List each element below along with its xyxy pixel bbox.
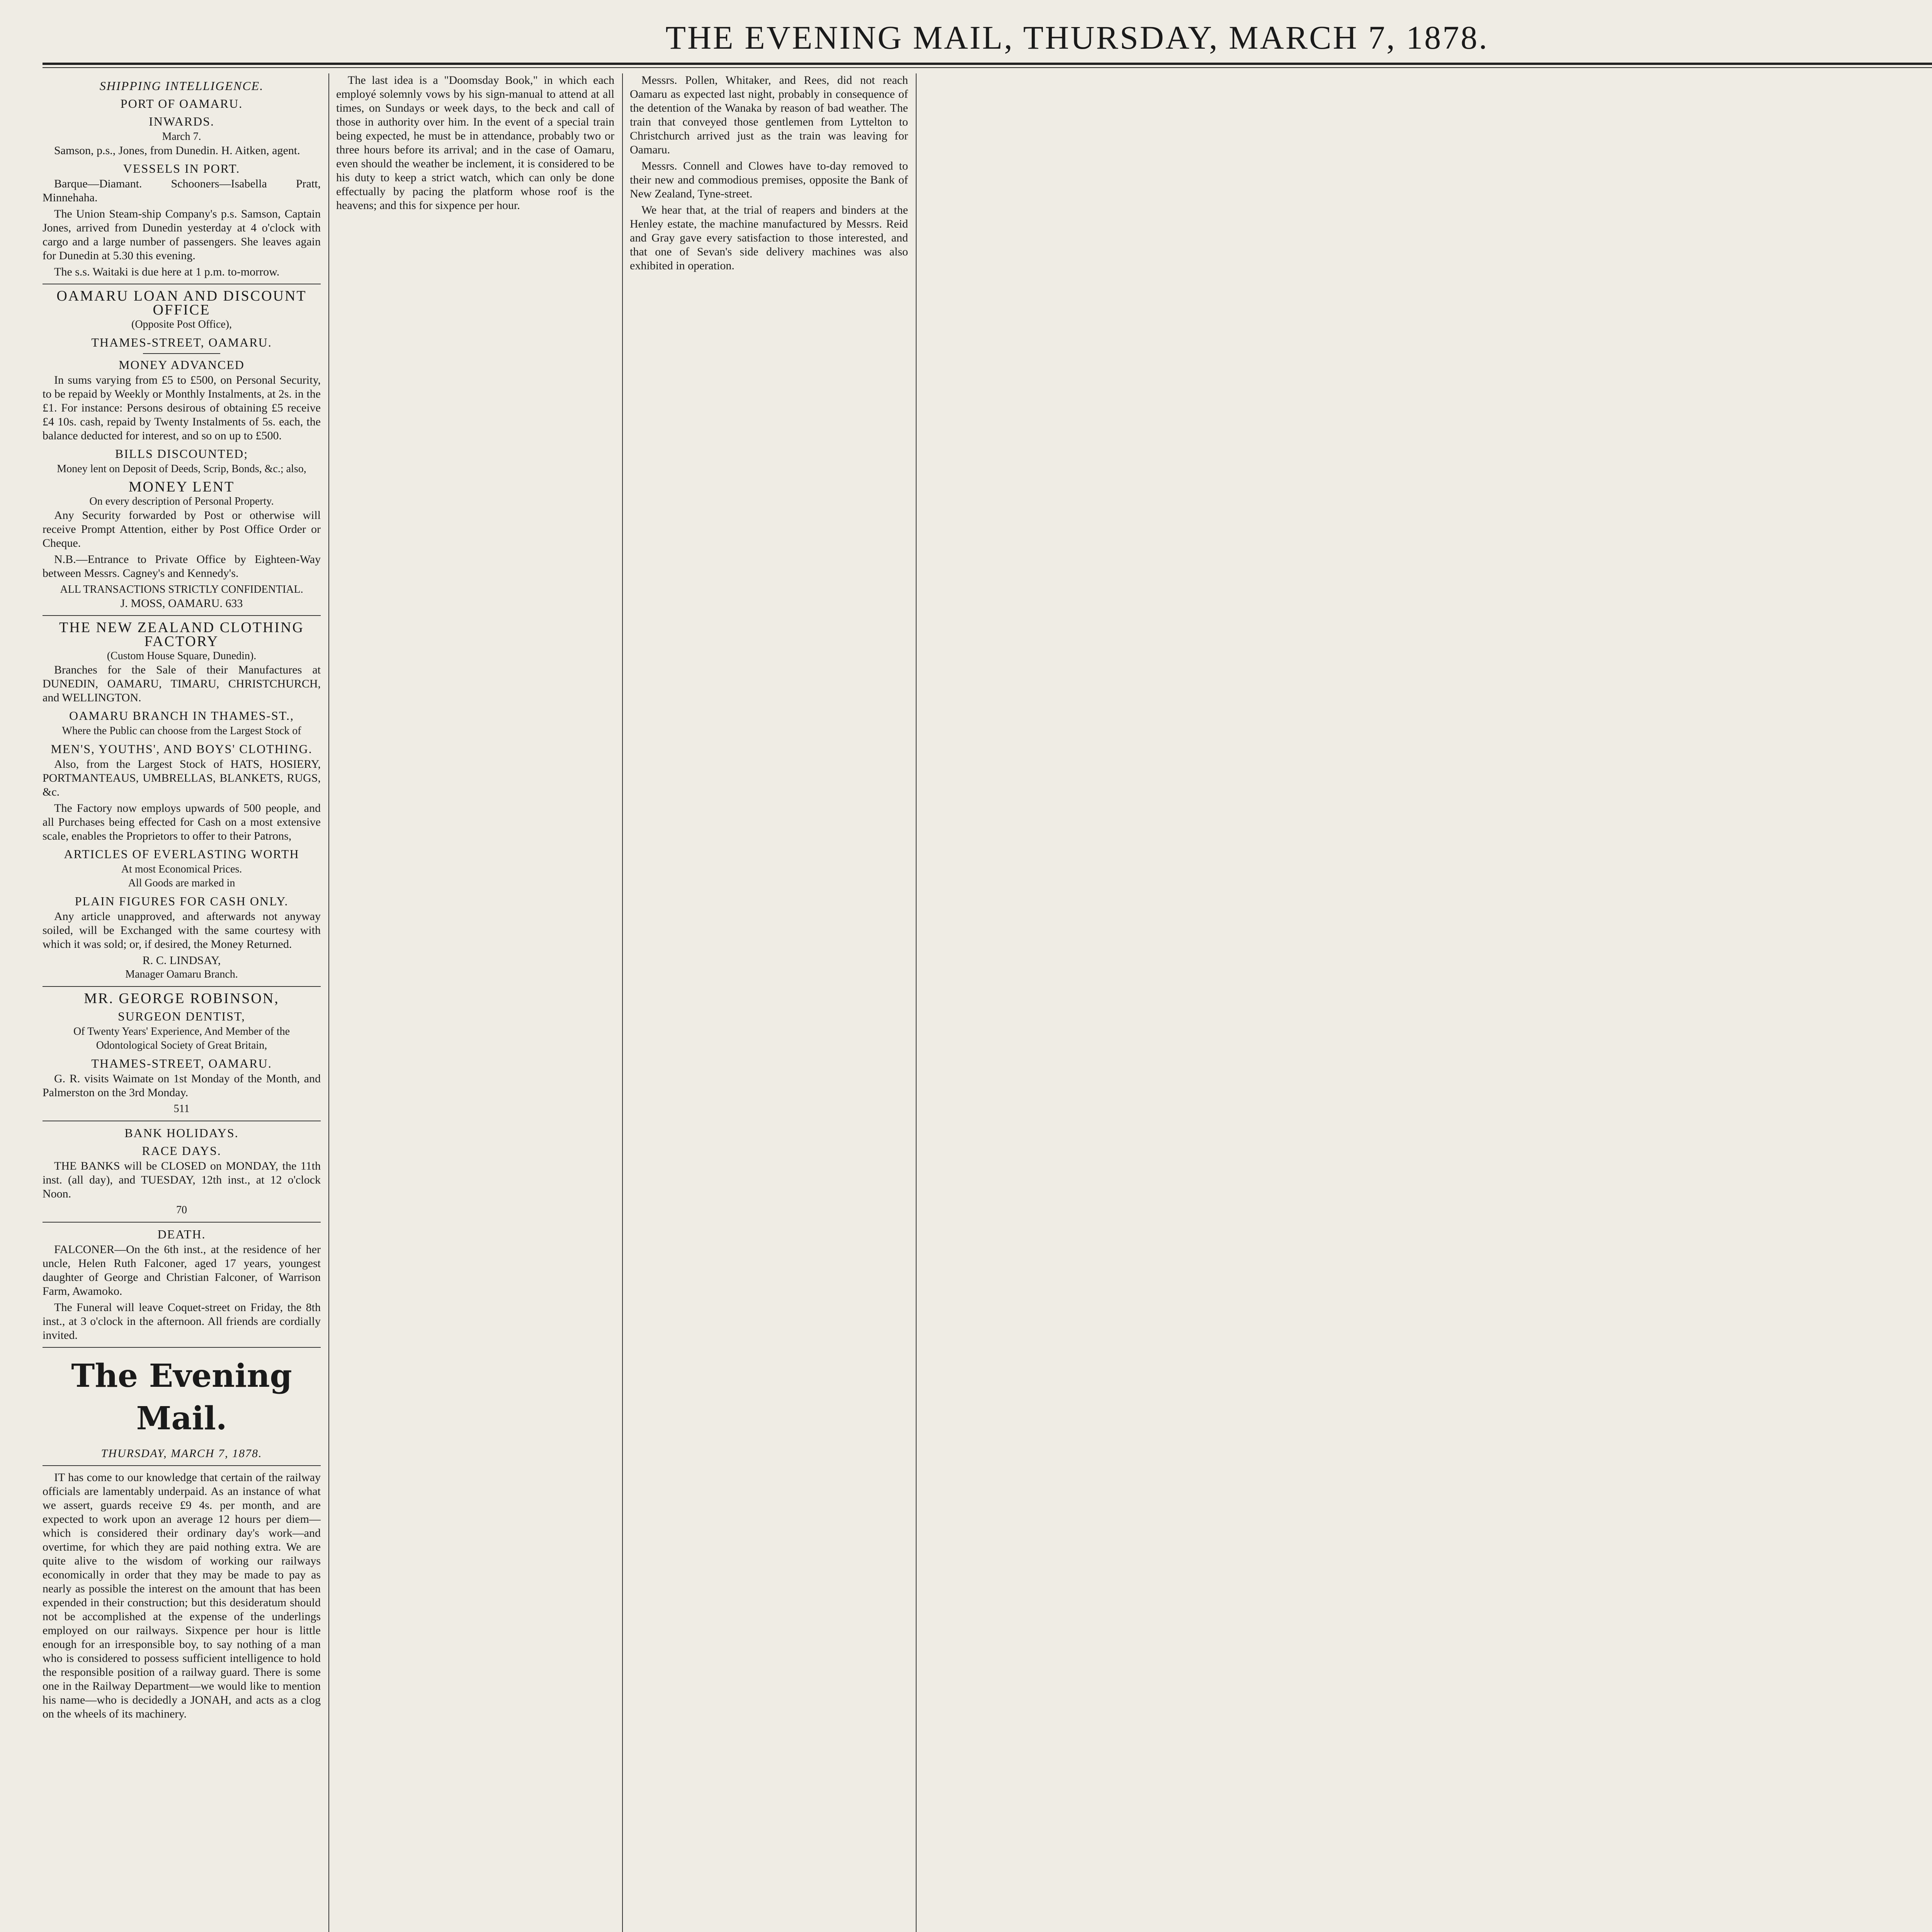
clothing-text1: Branches for the Sale of their Manufactures at DUNEDIN, OAMARU, TIMARU, CHRISTCHURCH, and WELLINGTON. <box>43 663 321 704</box>
page-columns <box>43 73 1932 1932</box>
clothing-sign: R. C. LINDSAY, <box>142 954 221 967</box>
column-rule <box>328 73 329 1932</box>
clothing-text2: Where the Public can choose from the Largest Stock of <box>62 725 301 737</box>
branch-heading: OAMARU BRANCH IN THAMES-ST., <box>69 709 294 723</box>
inwards-date: March 7. <box>162 131 201 143</box>
vessels-text: Barque—Diamant. Schooners—Isabella Pratt, Minnehaha. <box>43 177 321 204</box>
column-rule <box>622 73 623 1932</box>
masthead-rule-thin <box>43 67 1932 68</box>
divider <box>43 1465 321 1466</box>
shipping-heading: SHIPPING INTELLIGENCE. <box>99 79 264 93</box>
dentist-title: MR. GEORGE ROBINSON, <box>84 990 279 1007</box>
inwards-text: Samson, p.s., Jones, from Dunedin. H. Aitken, agent. <box>54 144 300 157</box>
news-paragraph: We hear that, at the trial of reapers and binders at the Henley estate, the machine manufactured by Messrs. Reid and Gray gave every satisfaction to those interested, and that one of Sevan's side delivery machines was also exhibited in operation. <box>630 204 908 272</box>
union-text: The Union Steam-ship Company's p.s. Samson, Captain Jones, arrived from Dunedin yesterday at 4 o'clock with cargo and a large number of passengers. She leaves again for Dunedin at 5.30 this evening. <box>43 207 321 262</box>
vessels-heading: VESSELS IN PORT. <box>123 162 240 175</box>
clothing-prices: At most Economical Prices. <box>121 863 242 875</box>
clothing-text4: The Factory now employs upwards of 500 people, and all Purchases being effected for Cash on a most extensive scale, enables the Proprietors to offer to their Patrons, <box>43 802 321 842</box>
divider <box>43 1347 321 1348</box>
clothing-plain: PLAIN FIGURES FOR CASH ONLY. <box>75 894 289 908</box>
inwards-heading: INWARDS. <box>149 114 214 128</box>
column-2 <box>336 73 614 1932</box>
loan-street: THAMES-STREET, OAMARU. <box>91 335 272 349</box>
column-1 <box>43 73 321 1932</box>
post-text: Any Security forwarded by Post or otherwise will receive Prompt Attention, either by Post Office Order or Cheque. <box>43 509 321 549</box>
clothing-marked: All Goods are marked in <box>128 877 235 889</box>
news-paragraph: Messrs. Pollen, Whitaker, and Rees, did not reach Oamaru as expected last night, probably in consequence of the detention of the Wanaka by reason of bad weather. The train that conveyed those gentlemen from Lyttelton to Christchurch arrived just as the train was leaving for Oamaru. <box>630 74 908 156</box>
money-heading: MONEY ADVANCED <box>119 358 245 372</box>
loan-title: OAMARU LOAN AND DISCOUNT OFFICE <box>56 288 307 318</box>
clothing-subtitle: (Custom House Square, Dunedin). <box>107 650 257 662</box>
dentist-role: SURGEON DENTIST, <box>117 1009 246 1023</box>
loan-subtitle: (Opposite Post Office), <box>131 318 232 330</box>
dentist-text: Of Twenty Years' Experience, And Member of the Odontological Society of Great Britain, <box>73 1026 290 1051</box>
paper-title: The Evening Mail. <box>71 1357 292 1437</box>
clothing-text5: Any article unapproved, and afterwards not anyway soiled, will be Exchanged with the same courtesy with which it was sold; or, if desired, the Money Returned. <box>43 910 321 951</box>
clothing-title: THE NEW ZEALAND CLOTHING FACTORY <box>59 619 304 650</box>
clothing-stock: MEN'S, YOUTHS', AND BOYS' CLOTHING. <box>51 742 313 756</box>
money-text: In sums varying from £5 to £500, on Personal Security, to be repaid by Weekly or Monthly Instalments, at 2s. in the £1. For instance: Persons desirous of obtaining £5 receive £4 10s. cash, repaid by Twenty Instalments of 5s. each, the balance deducted for interest, and so on up to £500. <box>43 374 321 442</box>
dentist-street: THAMES-STREET, OAMARU. <box>91 1056 272 1070</box>
lent-text: On every description of Personal Property. <box>89 495 274 507</box>
ad-number: 511 <box>173 1103 190 1115</box>
bills-heading: BILLS DISCOUNTED; <box>115 447 248 461</box>
masthead-rule <box>43 63 1932 65</box>
dateline: THURSDAY, MARCH 7, 1878. <box>101 1447 262 1460</box>
bank-text: THE BANKS will be CLOSED on MONDAY, the 11th inst. (all day), and TUESDAY, 12th inst., at 12 o'clock Noon. <box>43 1160 321 1200</box>
death-heading: DEATH. <box>157 1227 206 1241</box>
divider <box>43 615 321 616</box>
masthead: THE EVENING MAIL, THURSDAY, MARCH 7, 1878. <box>665 19 1489 56</box>
clothing-sign2: Manager Oamaru Branch. <box>125 968 238 980</box>
bills-text: Money lent on Deposit of Deeds, Scrip, Bonds, &c.; also, <box>57 463 306 475</box>
loan-signature: J. MOSS, OAMARU. <box>120 597 223 610</box>
confidential: ALL TRANSACTIONS STRICTLY CONFIDENTIAL. <box>60 583 303 595</box>
clothing-text3: Also, from the Largest Stock of HATS, HOSIERY, PORTMANTEAUS, UMBRELLAS, BLANKETS, RUGS, &c. <box>43 758 321 798</box>
column-rule <box>916 73 917 1932</box>
funeral-text: The Funeral will leave Coquet-street on Friday, the 8th inst., at 3 o'clock in the afternoon. All friends are cordially invited. <box>43 1301 321 1342</box>
race-heading: RACE DAYS. <box>142 1144 221 1158</box>
column-3 <box>630 73 908 1932</box>
leader-paragraph: The last idea is a "Doomsday Book," in which each employé solemnly vows by his sign-manual to attend at all times, on Sundays or week days, to the beck and call of those in authority over him. In the event of a special train being expected, he must be in attendance, probably two or three hours before its arrival; and in the case of Oamaru, even should the weather be inclement, it is considered to be his duty to keep a strict watch, which can only be done effectually by pacing the platform whose roof is the heavens; and this for sixpence per hour. <box>336 74 614 212</box>
divider <box>43 1222 321 1223</box>
lent-heading: MONEY LENT <box>128 479 235 495</box>
ad-number: 633 <box>225 597 243 610</box>
loan-sign <box>43 597 321 611</box>
divider <box>43 986 321 987</box>
death-text: FALCONER—On the 6th inst., at the residence of her uncle, Helen Ruth Falconer, aged 17 years, youngest daughter of George and Christian Falconer, of Warrison Farm, Awamoko. <box>43 1243 321 1298</box>
news-paragraph: Messrs. Connell and Clowes have to-day removed to their new and commodious premises, opposite the Bank of New Zealand, Tyne-street. <box>630 160 908 200</box>
divider <box>143 353 220 354</box>
dentist-visits: G. R. visits Waimate on 1st Monday of the Month, and Palmerston on the 3rd Monday. <box>43 1072 321 1099</box>
ad-number: 70 <box>176 1204 187 1216</box>
nb-text: N.B.—Entrance to Private Office by Eighteen-Way between Messrs. Cagney's and Kennedy's. <box>43 553 321 580</box>
leader-paragraph: IT has come to our knowledge that certain of the railway officials are lamentably underpaid. As an instance of what we assert, guards receive £9 4s. per month, and are expected to work upon an average 12 hours per diem—which is considered their ordinary day's work—and overtime, for which they are paid nothing extra. We are quite alive to the wisdom of working our railways economically in order that they may be made to pay as nearly as possible the interest on the amount that has been expended in their construction; but this desideratum should not be accomplished at the expense of the underlings employed on our railways. Sixpence per hour is little enough for an irresponsible boy, to say nothing of a man who is considered to possess sufficient intelligence to hold the responsible position of a railway guard. There is some one in the Railway Department—we would like to mention his name—who is decidedly a JONAH, and acts as a clog on the wheels of its machinery. <box>43 1471 321 1720</box>
clothing-articles: ARTICLES OF EVERLASTING WORTH <box>64 847 299 861</box>
shipping-port: PORT OF OAMARU. <box>120 97 243 111</box>
waitaki-text: The s.s. Waitaki is due here at 1 p.m. to-morrow. <box>54 265 280 278</box>
bank-heading: BANK HOLIDAYS. <box>124 1126 239 1140</box>
